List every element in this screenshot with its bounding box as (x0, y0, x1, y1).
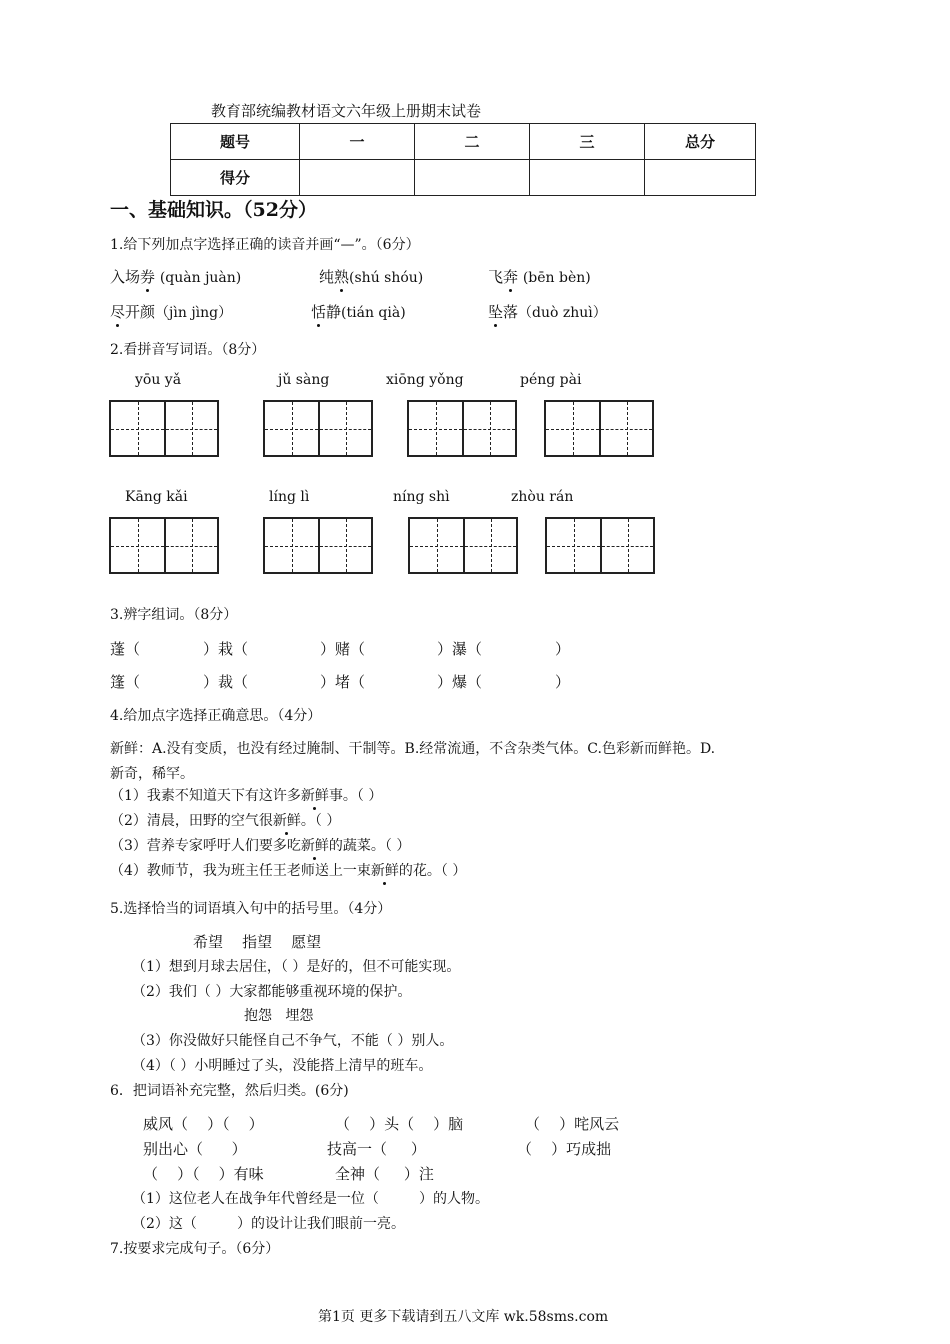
q4-item-pre: （4）教师节，我为班主任王老师送上一束 (110, 863, 371, 879)
tianzige-box[interactable] (109, 400, 219, 457)
q1-pinyin: (quàn juàn) (159, 270, 242, 286)
tianzige-cell[interactable] (462, 402, 515, 455)
tianzige-cell[interactable] (546, 402, 599, 455)
q1-item (110, 266, 241, 287)
tianzige-box[interactable] (544, 400, 654, 457)
q6-idiom: （ ）头（ ）脑 (335, 1115, 464, 1133)
q1-pinyin: （jìn jìng） (155, 305, 233, 321)
tianzige-cell[interactable] (111, 519, 164, 572)
q5-word-bank: 希望 指望 愿望 (193, 933, 322, 951)
q1-dotted-char: 坠 (488, 303, 504, 321)
q3-fragment: 蓬（ (110, 640, 141, 658)
pinyin-label: Kāng kǎi (125, 489, 188, 505)
q3-fragment: ）栽（ (203, 640, 249, 658)
section-heading: 一、基础知识。（52分） (110, 199, 317, 221)
q5-sentence: （4）（ ）小明睡过了头，没能搭上清早的班车。 (132, 1058, 433, 1074)
q1-item-pre: 纯 (319, 268, 335, 286)
tianzige-cell[interactable] (547, 519, 600, 572)
q1-pinyin: (tián qià) (341, 305, 406, 321)
q4-item-post: 的花。（ ） (398, 863, 467, 879)
tianzige-cell[interactable] (164, 402, 217, 455)
score-header-cell: 三 (530, 124, 645, 160)
score-blank-cell (415, 160, 530, 196)
q1-item-post: 静 (326, 303, 342, 321)
tianzige-cell[interactable] (318, 519, 371, 572)
tianzige-cell[interactable] (164, 519, 217, 572)
score-row-label: 得分 (171, 160, 300, 196)
page-footer: 第1页 更多下载请到五八文库 wk.58sms.com (318, 1309, 609, 1325)
q1-item (488, 301, 607, 322)
q4-item (110, 835, 410, 855)
q1-dotted-char: 券 (140, 268, 156, 286)
q6-idiom: 全神（ ）注 (335, 1165, 434, 1183)
q4-item (110, 810, 340, 830)
q4-dotted-word: 新鲜 (300, 838, 329, 854)
score-header-cell: 题号 (171, 124, 300, 160)
q1-dotted-char: 尽 (110, 303, 126, 321)
q3-prompt: 3.辨字组词。（8分） (110, 607, 238, 623)
tianzige-box[interactable] (408, 517, 518, 574)
q1-prompt: 1.给下列加点字选择正确的读音并画“—”。（6分） (110, 237, 420, 253)
q5-sentence: （2）我们（ ）大家都能够重视环境的保护。 (132, 984, 412, 1000)
q7-prompt: 7.按要求完成句子。（6分） (110, 1241, 280, 1257)
q1-dotted-char: 恬 (311, 303, 327, 321)
q3-fragment: ）堵（ (320, 673, 366, 691)
tianzige-box[interactable] (263, 400, 373, 457)
q1-item (311, 301, 406, 322)
tianzige-cell[interactable] (265, 519, 318, 572)
tianzige-box[interactable] (109, 517, 219, 574)
q6-idiom: 别出心（ ） (143, 1140, 247, 1158)
score-header-cell: 二 (415, 124, 530, 160)
q1-item-post: 落 (503, 303, 519, 321)
q3-fragment: ）赌（ (320, 640, 366, 658)
tianzige-cell[interactable] (599, 402, 652, 455)
q4-item (110, 860, 466, 880)
q6-prompt: 6．把词语补充完整，然后归类。(6分) (110, 1083, 349, 1099)
tianzige-cell[interactable] (265, 402, 318, 455)
q5-prompt: 5.选择恰当的词语填入句中的括号里。（4分） (110, 901, 392, 917)
q1-dotted-char: 熟 (334, 268, 350, 286)
q1-item-pre: 飞 (488, 268, 504, 286)
pinyin-label: péng pài (520, 372, 582, 388)
q1-item (110, 301, 232, 322)
q4-item-post: 事。（ ） (328, 788, 383, 804)
q6-idiom: 技高一（ ） (327, 1140, 426, 1158)
q4-item-pre: （3）营养专家呼吁人们要多吃 (110, 838, 301, 854)
score-table (170, 123, 756, 196)
q2-prompt: 2.看拼音写词语。（8分） (110, 342, 266, 358)
tianzige-cell[interactable] (600, 519, 653, 572)
tianzige-cell[interactable] (111, 402, 164, 455)
score-header-cell: 总分 (645, 124, 756, 160)
score-blank-cell (300, 160, 415, 196)
q4-definition: 新奇，稀罕。 (110, 766, 194, 782)
q4-dotted-word: 新鲜 (300, 788, 329, 804)
q3-fragment: ） (555, 673, 571, 691)
pinyin-label: líng lì (269, 489, 310, 505)
q4-item-pre: （2）清晨，田野的空气很 (110, 813, 273, 829)
pinyin-label: jǔ sàng (278, 372, 330, 388)
pinyin-label: xiōng yǒng (386, 372, 464, 388)
q6-idiom: （ ）咤风云 (525, 1115, 620, 1133)
q4-item-post: 的蔬菜。（ ） (328, 838, 411, 854)
tianzige-cell[interactable] (463, 519, 516, 572)
q1-pinyin: （duò zhuì） (518, 305, 607, 321)
q3-fragment: ）瀑（ (437, 640, 483, 658)
q4-dotted-word: 新鲜 (272, 813, 301, 829)
q3-fragment: 篷（ (110, 673, 141, 691)
q3-fragment: ） (555, 640, 571, 658)
exam-title: 教育部统编教材语文六年级上册期末试卷 (211, 102, 482, 120)
pinyin-label: zhòu rán (511, 489, 574, 505)
q4-prompt: 4.给加点字选择正确意思。（4分） (110, 708, 322, 724)
q4-item-pre: （1）我素不知道天下有这许多 (110, 788, 301, 804)
q4-item-post: 。（ ） (300, 813, 341, 829)
q6-idiom: 威风（ ）（ ） (143, 1115, 264, 1133)
q1-pinyin: (bēn bèn) (522, 270, 591, 286)
q6-idiom: （ ）（ ）有味 (143, 1165, 264, 1183)
pinyin-label: yōu yǎ (135, 372, 182, 388)
q6-sentence: （2）这（ ）的设计让我们眼前一亮。 (132, 1216, 405, 1232)
q4-dotted-word: 新鲜 (370, 863, 399, 879)
q3-fragment: ）裁（ (203, 673, 249, 691)
tianzige-cell[interactable] (410, 519, 463, 572)
q1-item-pre: 入场 (110, 268, 141, 286)
tianzige-cell[interactable] (318, 402, 371, 455)
q1-pinyin: (shú shóu) (349, 270, 424, 286)
q5-sentence: （1）想到月球去居住，（ ）是好的，但不可能实现。 (132, 959, 461, 975)
tianzige-box[interactable] (263, 517, 373, 574)
q5-word-bank: 抱怨 埋怨 (244, 1008, 314, 1024)
q4-item (110, 785, 382, 805)
score-header-cell: 一 (300, 124, 415, 160)
q3-fragment: ）爆（ (437, 673, 483, 691)
tianzige-box[interactable] (545, 517, 655, 574)
tianzige-cell[interactable] (409, 402, 462, 455)
q4-definition: 新鲜：A.没有变质，也没有经过腌制、干制等。B.经常流通，不含杂类气体。C.色彩新而鲜艳。D. (110, 741, 716, 757)
q1-item (488, 266, 591, 287)
tianzige-box[interactable] (407, 400, 517, 457)
score-blank-cell (645, 160, 756, 196)
q5-sentence: （3）你没做好只能怪自己不争气，不能（ ）别人。 (132, 1033, 454, 1049)
score-blank-cell (530, 160, 645, 196)
q1-item (319, 266, 423, 287)
q6-idiom: （ ）巧成拙 (517, 1140, 612, 1158)
pinyin-label: níng shì (393, 489, 450, 505)
q1-item-post: 开颜 (125, 303, 156, 321)
q1-dotted-char: 奔 (503, 268, 519, 286)
q6-sentence: （1）这位老人在战争年代曾经是一位（ ）的人物。 (132, 1191, 489, 1207)
